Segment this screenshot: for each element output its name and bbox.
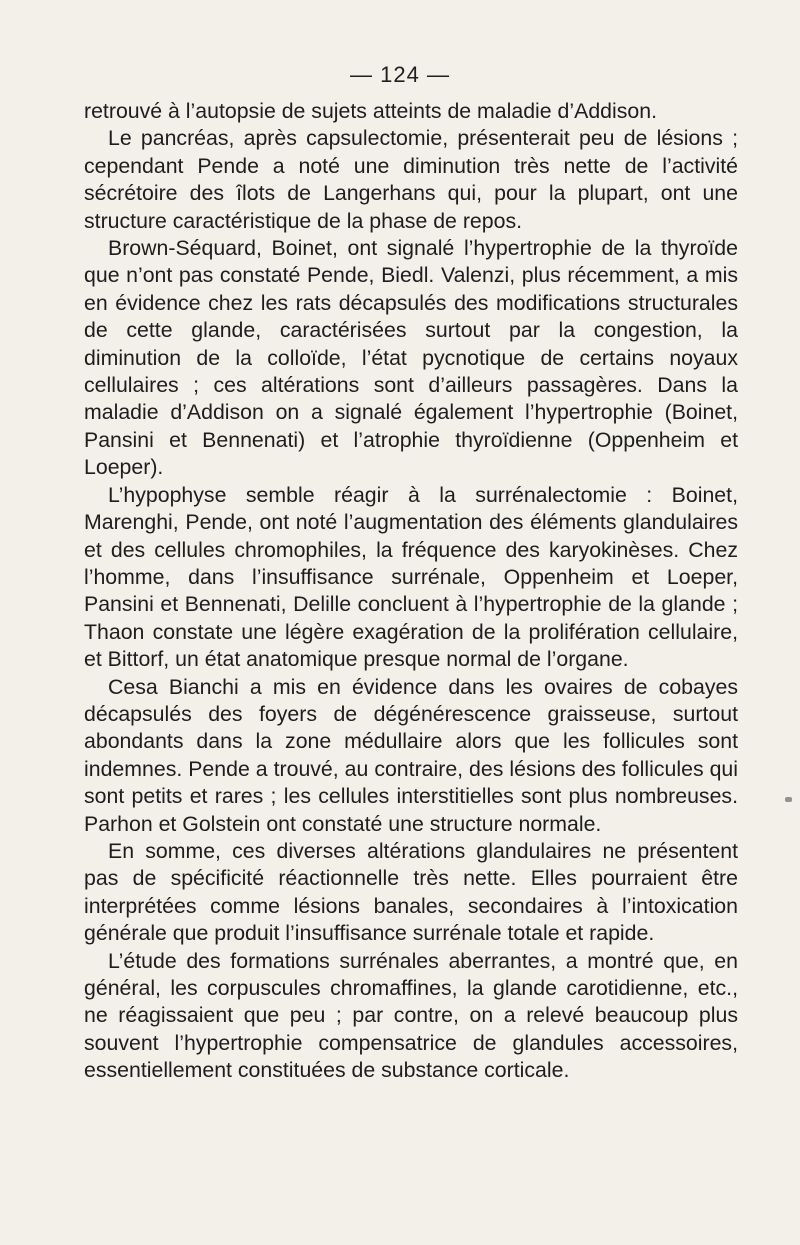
- paragraph-pancreas: Le pancréas, après capsulectomie, présenterait peu de lésions ; cependant Pende a noté une diminution très nette de l’activité sécrétoire des îlots de Langerhans qui, pour la plupart, ont une structure caractéristique de la phase de repos.: [84, 126, 738, 233]
- paragraph-thyroid: Brown-Séquard, Boinet, ont signalé l’hypertrophie de la thyroïde que n’ont pas constaté Pende, Biedl. Valenzi, plus récemment, a mis en évidence chez les rats décapsulés des modifications structurales de cette glande, caractérisées surtout par la congestion, la diminution de la colloïde, l’état pycnotique de certains noyaux cellulaires ; ces altérations sont d’ailleurs passagères. Dans la maladie d’Addison on a signalé également l’hypertrophie (Boinet, Pansini et Bennenati) et l’atrophie thyroïdienne (Oppenheim et Loeper).: [84, 236, 738, 480]
- ink-spot: [785, 797, 792, 802]
- paragraph-aberrant-formations: L’étude des formations surrénales aberrantes, a montré que, en général, les corpuscules chromaffines, la glande carotidienne, etc., ne réagissaient que peu ; par contre, on a relevé beaucoup plus souvent l’hypertrophie compensatrice de glandules accessoires, essentiellement constituées de substance corticale.: [84, 948, 738, 1083]
- paragraph-hypophysis: L’hypophyse semble réagir à la surrénalectomie : Boinet, Marenghi, Pende, ont noté l’augmentation des éléments glandulaires et des cellules chromophiles, la fréquence des karyokinèses. Chez l’homme, dans l’insuffisance surrénale, Oppenheim et Loeper, Pansini et Bennenati, Delille concluent à l’hypertrophie de la glande ; Thaon constate une légère exagération de la prolifération cellulaire, et Bittorf, un état anatomique presque normal de l’organe.: [84, 482, 738, 672]
- body-text: [84, 98, 738, 1085]
- paragraph-ovaries: Cesa Bianchi a mis en évidence dans les ovaires de cobayes décapsulés des foyers de dégénérescence graisseuse, surtout abondants dans la zone médullaire alors que les follicules sont indemnes. Pende a trouvé, au contraire, des lésions des follicules qui sont petits et rares ; les cellules interstitielles sont plus nombreuses. Parhon et Golstein ont constaté une structure normale.: [84, 674, 738, 836]
- page-number: — 124 —: [350, 62, 450, 87]
- paragraph-summary: En somme, ces diverses altérations glandulaires ne présentent pas de spécificité réactionnelle très nette. Elles pourraient être interprétées comme lésions banales, secondaires à l’intoxication générale que produit l’insuffisance surrénale totale et rapide.: [84, 838, 738, 946]
- paragraph-continuation: retrouvé à l’autopsie de sujets atteints de maladie d’Addison.: [84, 99, 657, 123]
